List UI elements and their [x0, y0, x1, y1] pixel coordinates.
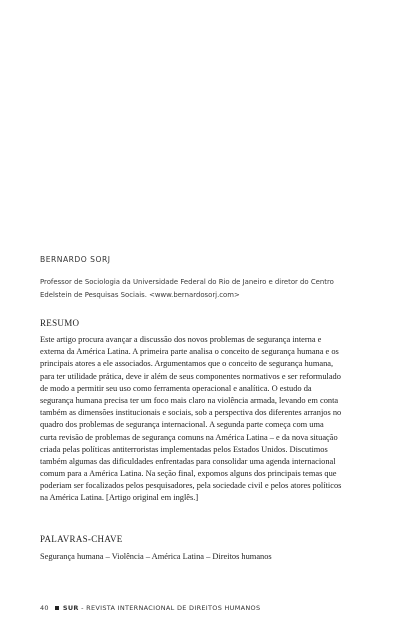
abstract-line: externa da América Latina. A primeira parte analisa o conceito de segurança humana e os	[40, 347, 339, 357]
square-bullet-icon	[55, 606, 59, 610]
page-number: 40	[40, 604, 49, 612]
abstract-body	[40, 334, 375, 505]
affiliation-line: Edelstein de Pesquisas Sociais. <www.bernardosorj.com>	[40, 291, 240, 299]
page-footer	[40, 604, 260, 612]
abstract-heading: RESUMO	[40, 318, 80, 328]
abstract-line: de modo a permitir seu uso como ferramenta operacional e analítica. O estudo da	[40, 383, 312, 393]
abstract-line: Este artigo procura avançar a discussão dos novos problemas de segurança interna e	[40, 335, 322, 344]
abstract-line: poderiam ser focalizados pelos pesquisadores, pela sociedade civil e pelos atores políticos	[40, 481, 342, 491]
keywords-list: Segurança humana – Violência – América Latina – Direitos humanos	[40, 552, 272, 561]
abstract-line: quadro dos problemas de segurança internacional. A segunda parte começa com uma	[40, 420, 324, 430]
journal-abbreviation: SUR	[62, 604, 79, 612]
abstract-line: criada pelas políticas antiterroristas implementadas pelos Estados Unidos. Discutimos	[40, 444, 328, 454]
abstract-line: comum para a América Latina. Na seção final, expomos alguns dos principais temas que	[40, 469, 337, 479]
abstract-line: principais atores a ele associados. Argumentamos que o conceito de segurança humana,	[40, 359, 334, 369]
abstract-line: segurança humana precisa ter um foco mais claro na violência armada, levando em conta	[40, 395, 339, 405]
affiliation-line: Professor de Sociologia da Universidade Federal do Rio de Janeiro e diretor do Centro	[40, 278, 334, 286]
author-name: BERNARDO SORJ	[40, 255, 111, 264]
journal-name: - REVISTA INTERNACIONAL DE DIREITOS HUMANOS	[81, 604, 261, 612]
abstract-line: na América Latina. [Artigo original em inglês.]	[40, 493, 199, 503]
abstract-line: também as dimensões institucionais e sociais, sob a perspectiva dos diferentes arranjos no	[40, 408, 342, 418]
author-affiliation	[40, 276, 370, 302]
abstract-line: também algumas das dificuldades enfrentadas para consolidar uma agenda internacional	[40, 456, 336, 466]
keywords-heading: PALAVRAS-CHAVE	[40, 534, 123, 544]
abstract-line: para ter utilidade prática, deve ir além de seus componentes normativos e ser reformulado	[40, 371, 341, 381]
abstract-line: curta revisão de problemas de segurança comuns na América Latina – e da nova situação	[40, 432, 338, 442]
